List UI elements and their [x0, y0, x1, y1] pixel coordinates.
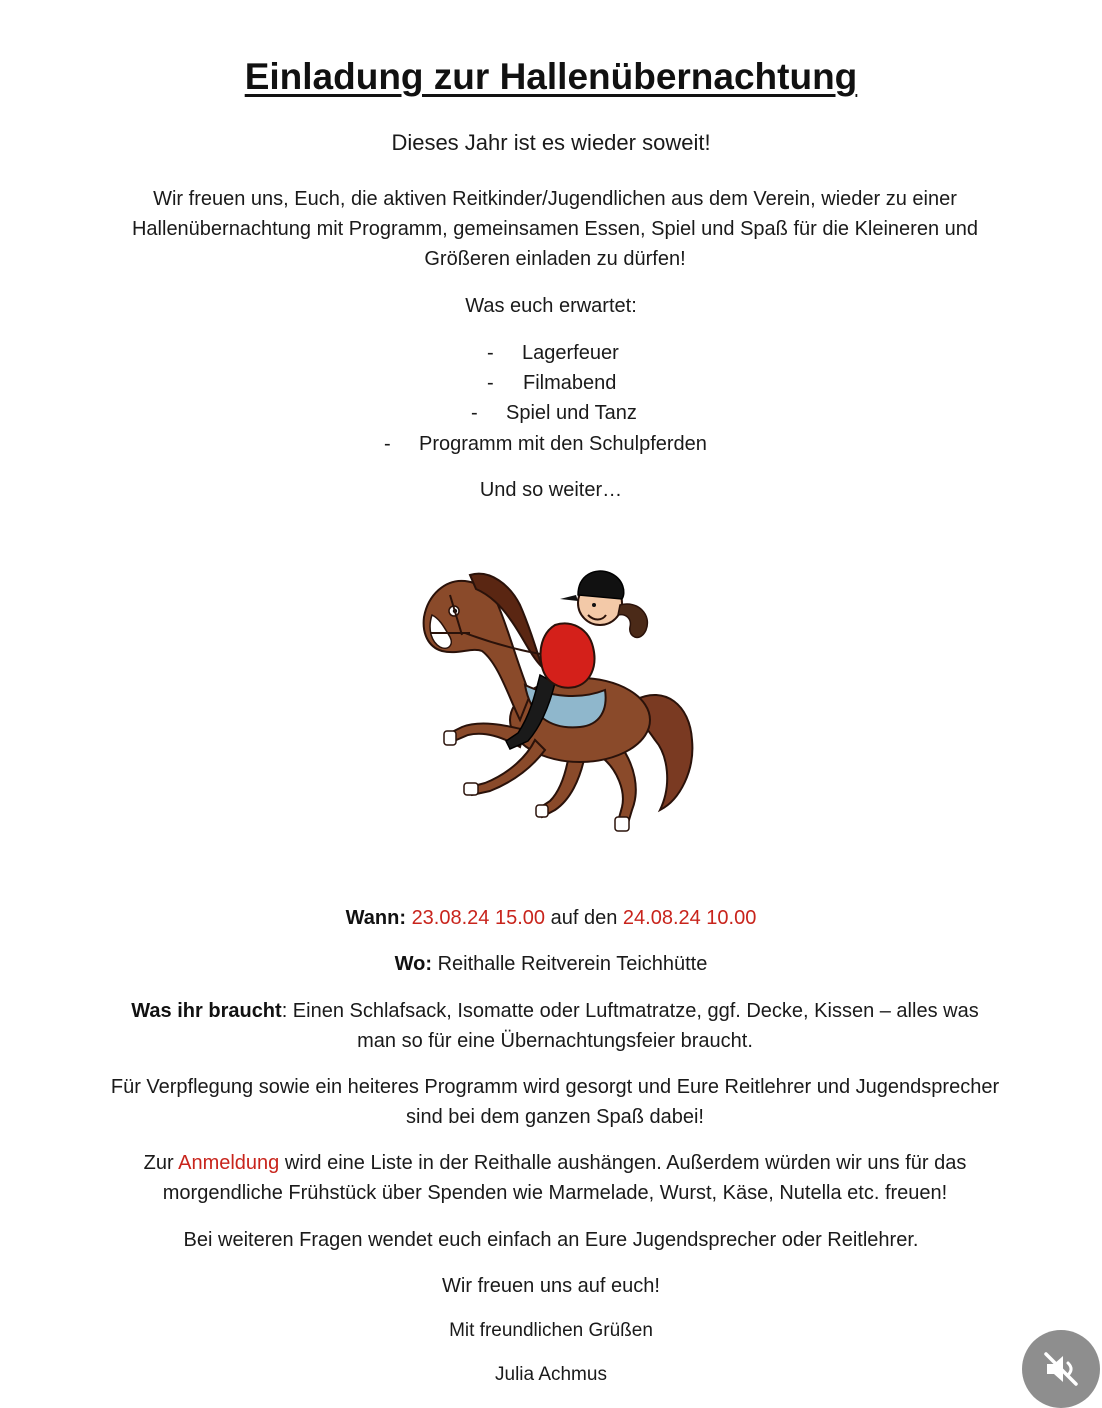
- signup-prefix: Zur: [143, 1152, 179, 1174]
- where-label: Wo:: [394, 953, 433, 975]
- bullet-dash: -: [487, 372, 494, 394]
- and-more-text: Und so weiter…: [479, 479, 623, 501]
- list-item: Lagerfeuer: [522, 342, 619, 364]
- where-line: [0, 949, 1102, 979]
- bullet-dash: -: [471, 402, 478, 424]
- signup-text: wird eine Liste in der Reithalle aushängen. Außerdem würden wir uns für das morgendliche Frühstück über Spenden wie Marmelade, Wurst, Käse, Nutella etc. freuen!: [162, 1152, 967, 1204]
- expect-heading: Was euch erwartet:: [465, 295, 637, 317]
- list-item: Filmabend: [523, 372, 617, 394]
- needs-paragraph: [110, 996, 1000, 1056]
- when-line: [0, 903, 1102, 933]
- signup-highlight: Anmeldung: [178, 1152, 280, 1174]
- mute-toggle-button[interactable]: [1022, 1330, 1100, 1408]
- subtitle: Dieses Jahr ist es wieder soweit!: [391, 130, 711, 155]
- where-value: Reithalle Reitverein Teichhütte: [437, 953, 708, 975]
- page-title: Einladung zur Hallenübernachtung: [244, 56, 858, 97]
- speaker-muted-icon: [1041, 1349, 1081, 1389]
- signature: Julia Achmus: [495, 1364, 607, 1385]
- when-start: 23.08.24 15.00: [411, 907, 546, 929]
- when-end: 24.08.24 10.00: [622, 907, 757, 929]
- when-label: Wann:: [345, 907, 406, 929]
- list-item: Spiel und Tanz: [506, 402, 637, 424]
- needs-label: Was ihr braucht: [131, 1000, 282, 1022]
- intro-paragraph: Wir freuen uns, Euch, die aktiven Reitkinder/Jugendlichen aus dem Verein, wieder zu einer Hallenübernachtung mit Programm, gemeinsamen Essen, Spiel und Spaß für die Kleineren und Größeren einladen zu dürfen!: [131, 188, 979, 270]
- questions-paragraph: Bei weiteren Fragen wendet euch einfach an Eure Jugendsprecher oder Reitlehrer.: [183, 1229, 919, 1251]
- horse-rider-illustration: [410, 555, 710, 855]
- greeting-line: Mit freundlichen Grüßen: [449, 1320, 653, 1341]
- needs-text: : Einen Schlafsack, Isomatte oder Luftmatratze, ggf. Decke, Kissen – alles was man so für eine Übernachtungsfeier braucht.: [281, 1000, 979, 1052]
- closing-line: Wir freuen uns auf euch!: [442, 1275, 660, 1297]
- bullet-dash: -: [384, 433, 391, 455]
- signup-paragraph: [105, 1148, 1005, 1208]
- food-paragraph: Für Verpflegung sowie ein heiteres Programm wird gesorgt und Eure Reitlehrer und Jugendsprecher sind bei dem ganzen Spaß dabei!: [110, 1076, 1000, 1128]
- when-connector: auf den: [550, 907, 618, 929]
- bullet-dash: -: [487, 342, 494, 364]
- list-item: Programm mit den Schulpferden: [419, 433, 707, 455]
